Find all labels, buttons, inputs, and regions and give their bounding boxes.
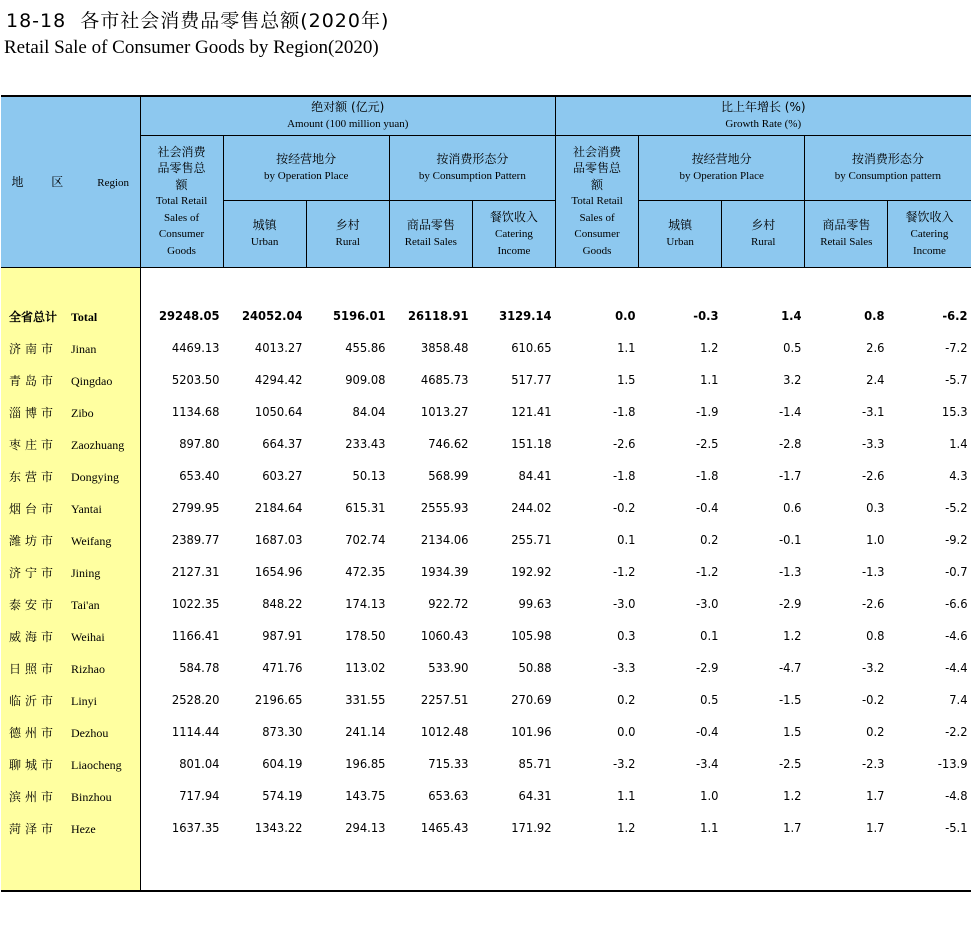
value-cell: 0.1: [616, 533, 636, 547]
value-cell: -0.1: [778, 533, 802, 547]
page-title-en: Retail Sale of Consumer Goods by Region(2020): [4, 37, 379, 58]
region-cell: [1, 332, 140, 364]
region-name-en: Weifang: [71, 533, 112, 548]
value-cell: -1.8: [695, 469, 719, 483]
table-header: [1, 96, 971, 268]
region-name-cn: 聊城市: [9, 757, 58, 772]
table-row: [1, 780, 971, 812]
value-cell: 2.4: [865, 373, 885, 387]
value-cell: 4469.13: [171, 341, 220, 355]
value-cell: -0.4: [695, 725, 719, 739]
region-cell: [1, 460, 140, 492]
table-row: [1, 524, 971, 556]
value-cell: 50.13: [352, 469, 386, 483]
value-cell: -0.2: [861, 693, 885, 707]
value-cell: 331.55: [345, 693, 386, 707]
value-cell: 4013.27: [254, 341, 303, 355]
value-cell: 241.14: [345, 725, 386, 739]
value-cell: 151.18: [511, 437, 552, 451]
value-cell: 1934.39: [421, 565, 469, 579]
value-cell: 0.3: [616, 629, 636, 643]
amount-retail-header: 商品零售 Retail Sales: [389, 201, 472, 268]
value-cell: 615.31: [345, 501, 386, 515]
table-row: [1, 748, 971, 780]
region-cell: [1, 364, 140, 396]
value-cell: -2.5: [695, 437, 719, 451]
region-cell: [1, 652, 140, 684]
value-cell: -6.6: [944, 597, 968, 611]
value-cell: 178.50: [345, 629, 386, 643]
value-cell: 1.1: [699, 373, 719, 387]
value-cell: 1.0: [699, 789, 719, 803]
value-cell: 653.40: [179, 469, 220, 483]
value-cell: 1134.68: [171, 405, 220, 419]
value-cell: -4.6: [944, 629, 968, 643]
table-row: [1, 684, 971, 716]
value-cell: 84.41: [518, 469, 552, 483]
value-cell: 64.31: [518, 789, 552, 803]
value-cell: 1.4: [949, 437, 968, 451]
table-row: [1, 492, 971, 524]
region-name-en: Dezhou: [71, 725, 109, 740]
value-cell: 1.1: [616, 341, 636, 355]
table-row: [1, 556, 971, 588]
value-cell: 270.69: [511, 693, 552, 707]
amount-op-place-header: 按经营地分 by Operation Place: [223, 136, 389, 201]
value-cell: 2528.20: [171, 693, 220, 707]
region-cell: [1, 684, 140, 716]
region-name-en: Jining: [71, 565, 101, 580]
amount-pattern-header: 按消费形态分 by Consumption Pattern: [389, 136, 555, 201]
value-cell: 233.43: [345, 437, 386, 451]
growth-group-header: 比上年增长 (%) Growth Rate (%): [556, 96, 971, 136]
value-cell: 1687.03: [254, 533, 303, 547]
value-cell: 1.7: [782, 821, 802, 835]
value-cell: 85.71: [518, 757, 552, 771]
value-cell: -2.9: [778, 597, 802, 611]
value-cell: 2389.77: [171, 533, 220, 547]
region-cell: [1, 780, 140, 812]
value-cell: 1.7: [865, 789, 885, 803]
value-cell: 0.1: [699, 629, 719, 643]
value-cell: 101.96: [511, 725, 552, 739]
region-name-cn: 东营市: [9, 469, 58, 484]
value-cell: 29248.05: [159, 309, 220, 323]
value-cell: 2257.51: [421, 693, 469, 707]
value-cell: 1060.43: [421, 629, 469, 643]
value-cell: 1.4: [780, 309, 802, 323]
value-cell: -3.2: [861, 661, 885, 675]
region-cell: [1, 620, 140, 652]
value-cell: -6.2: [942, 309, 968, 323]
region-name-cn: 泰安市: [9, 597, 58, 612]
region-cell: [1, 716, 140, 748]
value-cell: 0.0: [614, 309, 636, 323]
amount-rural-header: 乡村 Rural: [306, 201, 389, 268]
value-cell: 4685.73: [421, 373, 469, 387]
growth-rural-header: 乡村 Rural: [722, 201, 805, 268]
value-cell: 897.80: [179, 437, 220, 451]
table-body: [1, 268, 971, 892]
value-cell: -1.8: [612, 469, 636, 483]
value-cell: -7.2: [944, 341, 968, 355]
region-name-cn: 济宁市: [9, 565, 58, 580]
value-cell: -2.6: [612, 437, 636, 451]
amount-catering-header: 餐饮收入 Catering Income: [472, 201, 555, 268]
region-name-en: Weihai: [71, 629, 105, 644]
region-name-en: Zaozhuang: [71, 437, 125, 452]
value-cell: -3.3: [861, 437, 885, 451]
value-cell: 2799.95: [171, 501, 220, 515]
value-cell: 3129.14: [499, 309, 552, 323]
region-cell: [1, 812, 140, 844]
table-row: [1, 588, 971, 620]
value-cell: 1.5: [616, 373, 636, 387]
value-cell: -9.2: [944, 533, 968, 547]
value-cell: -13.9: [937, 757, 968, 771]
value-cell: -3.4: [695, 757, 719, 771]
amount-group-header: 绝对额 (亿元) Amount (100 million yuan): [140, 96, 556, 136]
value-cell: 909.08: [345, 373, 386, 387]
value-cell: -2.5: [778, 757, 802, 771]
value-cell: 603.27: [262, 469, 303, 483]
value-cell: 1654.96: [254, 565, 303, 579]
value-cell: -1.5: [778, 693, 802, 707]
title-cn-text: 各市社会消费品零售总额(2020年): [80, 10, 390, 32]
value-cell: -2.6: [861, 597, 885, 611]
table-row: [1, 716, 971, 748]
value-cell: 848.22: [262, 597, 303, 611]
value-cell: -1.2: [695, 565, 719, 579]
value-cell: -0.7: [944, 565, 968, 579]
value-cell: 0.2: [616, 693, 636, 707]
value-cell: 746.62: [428, 437, 469, 451]
value-cell: 294.13: [345, 821, 386, 835]
value-cell: -2.9: [695, 661, 719, 675]
table-row: [1, 460, 971, 492]
value-cell: 5196.01: [333, 309, 386, 323]
value-cell: 1637.35: [171, 821, 220, 835]
value-cell: -0.3: [692, 309, 719, 323]
value-cell: 610.65: [511, 341, 552, 355]
value-cell: -1.3: [861, 565, 885, 579]
value-cell: 0.8: [865, 629, 885, 643]
value-cell: 105.98: [511, 629, 552, 643]
value-cell: 113.02: [345, 661, 386, 675]
value-cell: 715.33: [428, 757, 469, 771]
value-cell: 2555.93: [421, 501, 469, 515]
value-cell: 1.5: [782, 725, 802, 739]
value-cell: 717.94: [179, 789, 220, 803]
region-name-cn: 济南市: [9, 341, 58, 356]
value-cell: 1.1: [616, 789, 636, 803]
value-cell: 121.41: [511, 405, 552, 419]
region-name-en: Rizhao: [71, 661, 105, 676]
value-cell: 0.5: [782, 341, 802, 355]
value-cell: 922.72: [428, 597, 469, 611]
value-cell: 244.02: [511, 501, 552, 515]
value-cell: 4.3: [949, 469, 968, 483]
value-cell: 2196.65: [254, 693, 303, 707]
amount-total-header: 社会消费品零售总额 Total Retail Sales of Consumer Goods: [140, 136, 223, 268]
region-cell: [1, 396, 140, 428]
value-cell: 84.04: [352, 405, 386, 419]
value-cell: 4294.42: [254, 373, 303, 387]
value-cell: 3858.48: [421, 341, 469, 355]
value-cell: 653.63: [428, 789, 469, 803]
value-cell: 584.78: [179, 661, 220, 675]
value-cell: 1050.64: [254, 405, 303, 419]
region-name-cn: 青岛市: [9, 373, 58, 388]
value-cell: 533.90: [428, 661, 469, 675]
region-name-en: Binzhou: [71, 789, 112, 804]
value-cell: 702.74: [345, 533, 386, 547]
region-name-cn: 德州市: [9, 725, 58, 740]
value-cell: -3.0: [612, 597, 636, 611]
value-cell: 1.1: [699, 821, 719, 835]
region-cell: [1, 492, 140, 524]
value-cell: 7.4: [949, 693, 968, 707]
value-cell: 1465.43: [421, 821, 469, 835]
table-row: [1, 652, 971, 684]
table-number: 18-18: [6, 10, 67, 32]
value-cell: -2.6: [861, 469, 885, 483]
value-cell: 574.19: [262, 789, 303, 803]
value-cell: 0.2: [699, 533, 719, 547]
region-name-cn: 临沂市: [9, 693, 58, 708]
value-cell: 1.2: [782, 629, 802, 643]
value-cell: 2127.31: [171, 565, 220, 579]
value-cell: 255.71: [511, 533, 552, 547]
table-row: [1, 620, 971, 652]
value-cell: -5.1: [944, 821, 968, 835]
value-cell: 171.92: [511, 821, 552, 835]
value-cell: -1.2: [612, 565, 636, 579]
region-name-cn: 日照市: [9, 661, 58, 676]
value-cell: 99.63: [518, 597, 552, 611]
region-name-en: Zibo: [71, 405, 94, 420]
value-cell: -1.7: [778, 469, 802, 483]
region-name-en: Qingdao: [71, 373, 113, 388]
value-cell: 1.2: [616, 821, 636, 835]
value-cell: -5.7: [944, 373, 968, 387]
growth-pattern-header: 按消费形态分 by Consumption pattern: [805, 136, 971, 201]
value-cell: -4.7: [778, 661, 802, 675]
value-cell: -0.4: [695, 501, 719, 515]
region-header: 地 区 Region: [1, 96, 140, 268]
spacer-row: [1, 844, 971, 891]
page-title-cn: [6, 6, 403, 33]
value-cell: 50.88: [518, 661, 552, 675]
value-cell: 1114.44: [171, 725, 220, 739]
value-cell: 1166.41: [171, 629, 220, 643]
value-cell: 2184.64: [254, 501, 303, 515]
value-cell: -3.0: [695, 597, 719, 611]
amount-urban-header: 城镇 Urban: [223, 201, 306, 268]
value-cell: -1.8: [612, 405, 636, 419]
growth-urban-header: 城镇 Urban: [639, 201, 722, 268]
region-name-cn: 全省总计: [9, 309, 58, 324]
value-cell: 143.75: [345, 789, 386, 803]
region-name-en: Yantai: [71, 501, 102, 516]
region-cell: [1, 428, 140, 460]
value-cell: 5203.50: [171, 373, 220, 387]
value-cell: 1013.27: [421, 405, 469, 419]
region-name-en: Tai'an: [71, 597, 100, 612]
value-cell: -1.3: [778, 565, 802, 579]
value-cell: 2.6: [865, 341, 885, 355]
value-cell: 472.35: [345, 565, 386, 579]
value-cell: 1.7: [865, 821, 885, 835]
value-cell: 3.2: [782, 373, 802, 387]
table-row: [1, 812, 971, 844]
growth-catering-header: 餐饮收入 Catering Income: [888, 201, 971, 268]
value-cell: 196.85: [345, 757, 386, 771]
value-cell: -2.8: [778, 437, 802, 451]
value-cell: -1.4: [778, 405, 802, 419]
value-cell: -0.2: [612, 501, 636, 515]
value-cell: 26118.91: [408, 309, 469, 323]
value-cell: -3.2: [612, 757, 636, 771]
value-cell: 604.19: [262, 757, 303, 771]
table-row: [1, 428, 971, 460]
value-cell: 1343.22: [254, 821, 303, 835]
growth-total-header: 社会消费品零售总额 Total Retail Sales of Consumer Goods: [556, 136, 639, 268]
region-name-en: Heze: [71, 821, 96, 836]
region-cell: [1, 524, 140, 556]
region-name-en: Total: [71, 309, 98, 324]
region-name-cn: 威海市: [9, 629, 58, 644]
value-cell: 0.6: [782, 501, 802, 515]
region-name-cn: 烟台市: [9, 501, 58, 516]
value-cell: 15.3: [941, 405, 968, 419]
growth-op-place-header: 按经营地分 by Operation Place: [639, 136, 805, 201]
value-cell: 455.86: [345, 341, 386, 355]
region-name-cn: 潍坊市: [9, 533, 58, 548]
value-cell: 0.2: [865, 725, 885, 739]
region-cell: [1, 588, 140, 620]
value-cell: 192.92: [511, 565, 552, 579]
region-name-en: Linyi: [71, 693, 97, 708]
value-cell: -3.3: [612, 661, 636, 675]
value-cell: 568.99: [428, 469, 469, 483]
region-name-cn: 淄博市: [9, 405, 58, 420]
value-cell: 873.30: [262, 725, 303, 739]
region-name-en: Jinan: [71, 341, 97, 356]
value-cell: 1022.35: [171, 597, 220, 611]
value-cell: 2134.06: [421, 533, 469, 547]
value-cell: -2.3: [861, 757, 885, 771]
region-cell: [1, 748, 140, 780]
value-cell: 0.0: [616, 725, 636, 739]
region-name-en: Dongying: [71, 469, 119, 484]
data-table: [1, 95, 971, 892]
table-row: [1, 364, 971, 396]
value-cell: 24052.04: [242, 309, 303, 323]
value-cell: -4.8: [944, 789, 968, 803]
region-cell: [1, 300, 140, 332]
value-cell: -4.4: [944, 661, 968, 675]
value-cell: 987.91: [262, 629, 303, 643]
table-row: [1, 332, 971, 364]
value-cell: 0.5: [699, 693, 719, 707]
total-row: [1, 300, 971, 332]
value-cell: 471.76: [262, 661, 303, 675]
value-cell: 1.0: [865, 533, 885, 547]
region-name-en: Liaocheng: [71, 757, 122, 772]
value-cell: 517.77: [511, 373, 552, 387]
region-cell: [1, 556, 140, 588]
growth-retail-header: 商品零售 Retail Sales: [805, 201, 888, 268]
spacer-row: [1, 268, 971, 301]
value-cell: 174.13: [345, 597, 386, 611]
value-cell: 1.2: [699, 341, 719, 355]
value-cell: 1.2: [782, 789, 802, 803]
value-cell: -5.2: [944, 501, 968, 515]
value-cell: 1012.48: [421, 725, 469, 739]
value-cell: -3.1: [861, 405, 885, 419]
region-name-cn: 枣庄市: [9, 437, 58, 452]
region-name-cn: 滨州市: [9, 789, 58, 804]
value-cell: 801.04: [179, 757, 220, 771]
value-cell: -1.9: [695, 405, 719, 419]
value-cell: 664.37: [262, 437, 303, 451]
region-name-cn: 菏泽市: [9, 821, 58, 836]
value-cell: 0.8: [863, 309, 885, 323]
table-row: [1, 396, 971, 428]
value-cell: -2.2: [944, 725, 968, 739]
value-cell: 0.3: [865, 501, 885, 515]
